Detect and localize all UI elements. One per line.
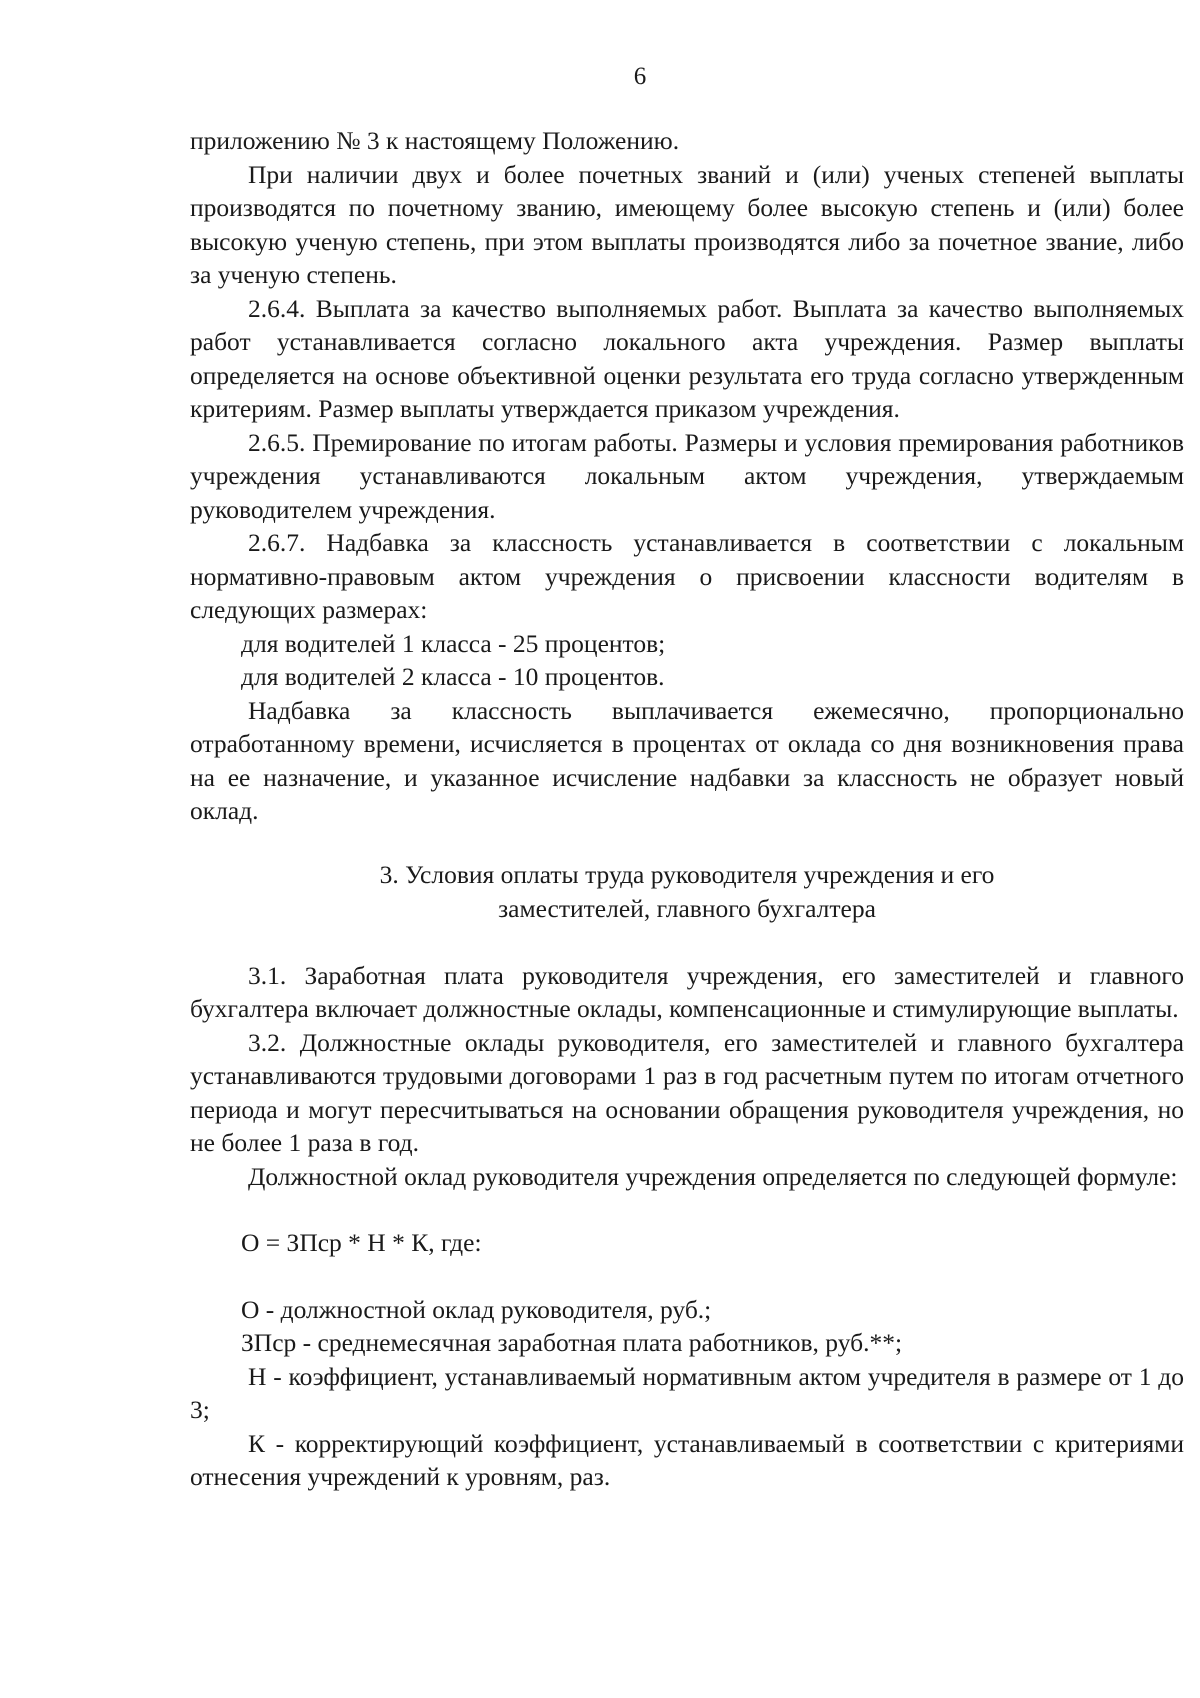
paragraph-2-6-5: 2.6.5. Премирование по итогам работы. Размеры и условия премирования работников учреждения устанавливаются локальным актом учреждения, утверждаемым руководителем учреждения.	[190, 427, 1184, 524]
paragraph-class-bonus: Надбавка за классность выплачивается ежемесячно, пропорционально отработанному времени, исчисляется в процентах от оклада со дня возникновения права на ее назначение, и указанное исчисление надбавки за классность не образует новый оклад.	[190, 695, 1184, 825]
page-number: 6	[633, 63, 647, 90]
definition-n: Н - коэффициент, устанавливаемый нормативным актом учредителя в размере от 1 до 3;	[190, 1361, 1184, 1424]
list-item-class-1: для водителей 1 класса - 25 процентов;	[241, 628, 666, 658]
paragraph-2-6-7: 2.6.7. Надбавка за классность устанавливается в соответствии с локальным нормативно-правовым актом учреждения о присвоении классности водителям в следующих размерах:	[190, 528, 1184, 624]
definition-o: О - должностной оклад руководителя, руб.;	[241, 1294, 712, 1324]
section-heading-line-1: 3. Условия оплаты труда руководителя учреждения и его	[379, 859, 995, 889]
paragraph-2-6-4: 2.6.4. Выплата за качество выполняемых работ. Выплата за качество выполняемых работ устанавливается согласно локального акта учреждения. Размер выплаты определяется на основе объективной оценки результата его труда согласно утвержденным критериям. Размер выплаты утверждается приказом учреждения.	[190, 293, 1184, 423]
paragraph-3-1: 3.1. Заработная плата руководителя учреждения, его заместителей и главного бухгалтера включает должностные оклады, компенсационные и стимулирующие выплаты.	[190, 960, 1184, 1023]
definition-k: К - корректирующий коэффициент, устанавливаемый в соответствии с критериями отнесения учреждений к уровням, раз.	[190, 1428, 1184, 1491]
paragraph-continuation: приложению № 3 к настоящему Положению.	[190, 126, 680, 155]
definition-zpsr: ЗПср - среднемесячная заработная плата работников, руб.**;	[241, 1328, 903, 1357]
paragraph-honorary-titles: При наличии двух и более почетных званий и (или) ученых степеней выплаты производятся по почетному званию, имеющему более высокую степень и (или) более высокую ученую степень, при этом выплаты производятся либо за почетное звание, либо за ученую степень.	[190, 159, 1184, 289]
paragraph-formula-intro: Должностной оклад руководителя учреждения определяется по следующей формуле:	[248, 1161, 1178, 1191]
list-item-class-2: для водителей 2 класса - 10 процентов.	[241, 662, 665, 691]
section-heading	[190, 858, 1184, 926]
document-body	[190, 124, 1184, 1494]
paragraph-3-2: 3.2. Должностные оклады руководителя, его заместителей и главного бухгалтера устанавливаются трудовыми договорами 1 раз в год расчетным путем по итогам отчетного периода и могут пересчитываться на основании обращения руководителя учреждения, но не более 1 раза в год.	[190, 1027, 1184, 1157]
section-heading-line-2: заместителей, главного бухгалтера	[498, 893, 876, 923]
salary-formula: О = ЗПср * Н * К, где:	[241, 1228, 482, 1257]
